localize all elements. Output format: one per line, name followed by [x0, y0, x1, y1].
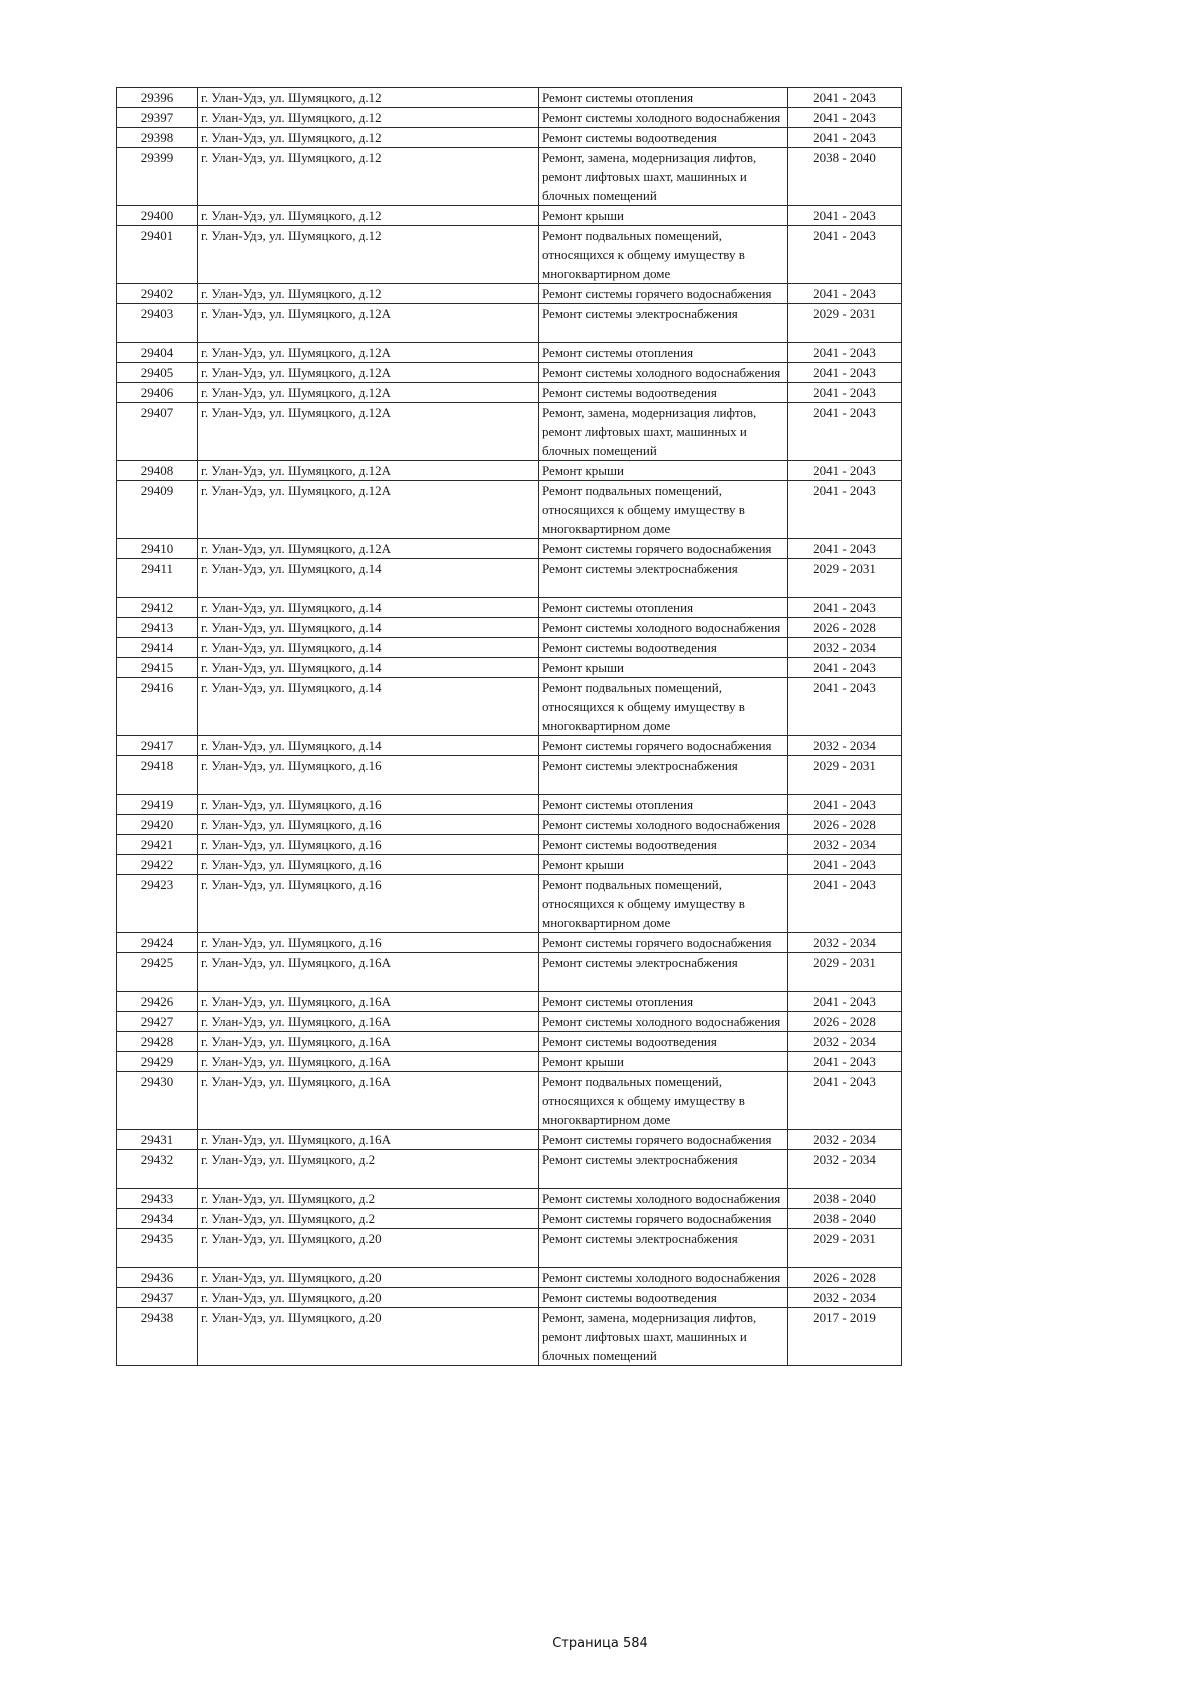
- record-number-cell: 29402: [117, 284, 198, 304]
- record-number-cell: 29417: [117, 736, 198, 756]
- period-cell: 2041 - 2043: [788, 108, 902, 128]
- table-row: [117, 855, 902, 875]
- work-type-cell: Ремонт системы электроснабжения: [539, 1229, 788, 1268]
- period-cell: 2041 - 2043: [788, 481, 902, 539]
- period-cell: 2029 - 2031: [788, 559, 902, 598]
- table-row: [117, 559, 902, 598]
- period-cell: 2032 - 2034: [788, 1130, 902, 1150]
- period-cell: 2041 - 2043: [788, 383, 902, 403]
- work-type-cell: Ремонт подвальных помещений, относящихся к общему имуществу в многоквартирном доме: [539, 678, 788, 736]
- period-cell: 2032 - 2034: [788, 638, 902, 658]
- record-number-cell: 29401: [117, 226, 198, 284]
- work-type-cell: Ремонт системы водоотведения: [539, 1288, 788, 1308]
- address-cell: г. Улан-Удэ, ул. Шумяцкого, д.12А: [198, 383, 539, 403]
- address-cell: г. Улан-Удэ, ул. Шумяцкого, д.14: [198, 598, 539, 618]
- address-cell: г. Улан-Удэ, ул. Шумяцкого, д.16: [198, 855, 539, 875]
- record-number-cell: 29431: [117, 1130, 198, 1150]
- address-cell: г. Улан-Удэ, ул. Шумяцкого, д.16: [198, 875, 539, 933]
- work-type-cell: Ремонт системы отопления: [539, 795, 788, 815]
- period-cell: 2032 - 2034: [788, 1032, 902, 1052]
- address-cell: г. Улан-Удэ, ул. Шумяцкого, д.2: [198, 1150, 539, 1189]
- table-row: [117, 88, 902, 108]
- work-type-cell: Ремонт системы водоотведения: [539, 835, 788, 855]
- record-number-cell: 29428: [117, 1032, 198, 1052]
- table-row: [117, 206, 902, 226]
- address-cell: г. Улан-Удэ, ул. Шумяцкого, д.12: [198, 284, 539, 304]
- address-cell: г. Улан-Удэ, ул. Шумяцкого, д.16: [198, 756, 539, 795]
- period-cell: 2041 - 2043: [788, 363, 902, 383]
- table-row: [117, 795, 902, 815]
- work-type-cell: Ремонт подвальных помещений, относящихся к общему имуществу в многоквартирном доме: [539, 226, 788, 284]
- work-type-cell: Ремонт системы электроснабжения: [539, 953, 788, 992]
- table-row: [117, 756, 902, 795]
- period-cell: 2041 - 2043: [788, 658, 902, 678]
- period-cell: 2032 - 2034: [788, 736, 902, 756]
- address-cell: г. Улан-Удэ, ул. Шумяцкого, д.12А: [198, 481, 539, 539]
- record-number-cell: 29418: [117, 756, 198, 795]
- address-cell: г. Улан-Удэ, ул. Шумяцкого, д.14: [198, 638, 539, 658]
- work-type-cell: Ремонт крыши: [539, 206, 788, 226]
- address-cell: г. Улан-Удэ, ул. Шумяцкого, д.12: [198, 88, 539, 108]
- table-row: [117, 461, 902, 481]
- address-cell: г. Улан-Удэ, ул. Шумяцкого, д.12А: [198, 343, 539, 363]
- address-cell: г. Улан-Удэ, ул. Шумяцкого, д.16: [198, 815, 539, 835]
- table-row: [117, 1288, 902, 1308]
- table-row: [117, 953, 902, 992]
- period-cell: 2041 - 2043: [788, 226, 902, 284]
- work-type-cell: Ремонт системы электроснабжения: [539, 304, 788, 343]
- page-number: Страница 584: [552, 1636, 648, 1651]
- work-type-cell: Ремонт крыши: [539, 1052, 788, 1072]
- period-cell: 2041 - 2043: [788, 678, 902, 736]
- work-type-cell: Ремонт системы горячего водоснабжения: [539, 1130, 788, 1150]
- table-row: [117, 815, 902, 835]
- address-cell: г. Улан-Удэ, ул. Шумяцкого, д.12: [198, 226, 539, 284]
- address-cell: г. Улан-Удэ, ул. Шумяцкого, д.16: [198, 933, 539, 953]
- table-row: [117, 1150, 902, 1189]
- record-number-cell: 29430: [117, 1072, 198, 1130]
- record-number-cell: 29411: [117, 559, 198, 598]
- work-type-cell: Ремонт крыши: [539, 658, 788, 678]
- work-type-cell: Ремонт системы водоотведения: [539, 128, 788, 148]
- table-row: [117, 1072, 902, 1130]
- record-number-cell: 29419: [117, 795, 198, 815]
- table-row: [117, 1032, 902, 1052]
- work-type-cell: Ремонт системы холодного водоснабжения: [539, 618, 788, 638]
- repair-schedule-table: [116, 87, 902, 1366]
- address-cell: г. Улан-Удэ, ул. Шумяцкого, д.12: [198, 108, 539, 128]
- table-row: [117, 1308, 902, 1366]
- period-cell: 2041 - 2043: [788, 461, 902, 481]
- address-cell: г. Улан-Удэ, ул. Шумяцкого, д.20: [198, 1288, 539, 1308]
- work-type-cell: Ремонт крыши: [539, 461, 788, 481]
- work-type-cell: Ремонт системы горячего водоснабжения: [539, 1209, 788, 1229]
- address-cell: г. Улан-Удэ, ул. Шумяцкого, д.16А: [198, 1072, 539, 1130]
- record-number-cell: 29412: [117, 598, 198, 618]
- address-cell: г. Улан-Удэ, ул. Шумяцкого, д.14: [198, 618, 539, 638]
- work-type-cell: Ремонт системы электроснабжения: [539, 1150, 788, 1189]
- period-cell: 2041 - 2043: [788, 206, 902, 226]
- period-cell: 2032 - 2034: [788, 1150, 902, 1189]
- address-cell: г. Улан-Удэ, ул. Шумяцкого, д.14: [198, 658, 539, 678]
- work-type-cell: Ремонт системы холодного водоснабжения: [539, 1189, 788, 1209]
- table-row: [117, 539, 902, 559]
- table-row: [117, 933, 902, 953]
- address-cell: г. Улан-Удэ, ул. Шумяцкого, д.16А: [198, 1130, 539, 1150]
- address-cell: г. Улан-Удэ, ул. Шумяцкого, д.12: [198, 206, 539, 226]
- period-cell: 2041 - 2043: [788, 598, 902, 618]
- table-row: [117, 284, 902, 304]
- table-row: [117, 108, 902, 128]
- record-number-cell: 29424: [117, 933, 198, 953]
- work-type-cell: Ремонт системы горячего водоснабжения: [539, 933, 788, 953]
- record-number-cell: 29416: [117, 678, 198, 736]
- record-number-cell: 29426: [117, 992, 198, 1012]
- address-cell: г. Улан-Удэ, ул. Шумяцкого, д.14: [198, 678, 539, 736]
- table-row: [117, 1012, 902, 1032]
- table-row: [117, 383, 902, 403]
- address-cell: г. Улан-Удэ, ул. Шумяцкого, д.16: [198, 795, 539, 815]
- table-row: [117, 1209, 902, 1229]
- record-number-cell: 29398: [117, 128, 198, 148]
- period-cell: 2041 - 2043: [788, 539, 902, 559]
- work-type-cell: Ремонт, замена, модернизация лифтов, ремонт лифтовых шахт, машинных и блочных помещений: [539, 1308, 788, 1366]
- period-cell: 2026 - 2028: [788, 618, 902, 638]
- period-cell: 2041 - 2043: [788, 343, 902, 363]
- table-row: [117, 1268, 902, 1288]
- address-cell: г. Улан-Удэ, ул. Шумяцкого, д.16А: [198, 1032, 539, 1052]
- record-number-cell: 29434: [117, 1209, 198, 1229]
- work-type-cell: Ремонт системы отопления: [539, 343, 788, 363]
- work-type-cell: Ремонт системы водоотведения: [539, 383, 788, 403]
- table-row: [117, 403, 902, 461]
- record-number-cell: 29399: [117, 148, 198, 206]
- table-row: [117, 618, 902, 638]
- address-cell: г. Улан-Удэ, ул. Шумяцкого, д.20: [198, 1229, 539, 1268]
- address-cell: г. Улан-Удэ, ул. Шумяцкого, д.12: [198, 148, 539, 206]
- record-number-cell: 29435: [117, 1229, 198, 1268]
- address-cell: г. Улан-Удэ, ул. Шумяцкого, д.16А: [198, 992, 539, 1012]
- work-type-cell: Ремонт, замена, модернизация лифтов, ремонт лифтовых шахт, машинных и блочных помещений: [539, 403, 788, 461]
- record-number-cell: 29437: [117, 1288, 198, 1308]
- period-cell: 2041 - 2043: [788, 1052, 902, 1072]
- work-type-cell: Ремонт системы водоотведения: [539, 1032, 788, 1052]
- table-row: [117, 1229, 902, 1268]
- record-number-cell: 29409: [117, 481, 198, 539]
- record-number-cell: 29413: [117, 618, 198, 638]
- period-cell: 2029 - 2031: [788, 1229, 902, 1268]
- record-number-cell: 29427: [117, 1012, 198, 1032]
- table-row: [117, 304, 902, 343]
- table-row: [117, 226, 902, 284]
- period-cell: 2029 - 2031: [788, 756, 902, 795]
- address-cell: г. Улан-Удэ, ул. Шумяцкого, д.2: [198, 1189, 539, 1209]
- address-cell: г. Улан-Удэ, ул. Шумяцкого, д.20: [198, 1308, 539, 1366]
- period-cell: 2041 - 2043: [788, 992, 902, 1012]
- period-cell: 2026 - 2028: [788, 815, 902, 835]
- table-row: [117, 481, 902, 539]
- table-body: [117, 88, 902, 1366]
- work-type-cell: Ремонт системы отопления: [539, 992, 788, 1012]
- address-cell: г. Улан-Удэ, ул. Шумяцкого, д.12А: [198, 304, 539, 343]
- table-row: [117, 128, 902, 148]
- record-number-cell: 29429: [117, 1052, 198, 1072]
- work-type-cell: Ремонт системы электроснабжения: [539, 756, 788, 795]
- work-type-cell: Ремонт системы отопления: [539, 598, 788, 618]
- address-cell: г. Улан-Удэ, ул. Шумяцкого, д.12А: [198, 403, 539, 461]
- work-type-cell: Ремонт крыши: [539, 855, 788, 875]
- table-row: [117, 835, 902, 855]
- table-row: [117, 736, 902, 756]
- record-number-cell: 29403: [117, 304, 198, 343]
- table-row: [117, 598, 902, 618]
- work-type-cell: Ремонт системы холодного водоснабжения: [539, 363, 788, 383]
- record-number-cell: 29406: [117, 383, 198, 403]
- record-number-cell: 29420: [117, 815, 198, 835]
- record-number-cell: 29438: [117, 1308, 198, 1366]
- record-number-cell: 29433: [117, 1189, 198, 1209]
- record-number-cell: 29408: [117, 461, 198, 481]
- record-number-cell: 29396: [117, 88, 198, 108]
- period-cell: 2032 - 2034: [788, 1288, 902, 1308]
- period-cell: 2041 - 2043: [788, 855, 902, 875]
- period-cell: 2041 - 2043: [788, 284, 902, 304]
- record-number-cell: 29404: [117, 343, 198, 363]
- record-number-cell: 29421: [117, 835, 198, 855]
- address-cell: г. Улан-Удэ, ул. Шумяцкого, д.20: [198, 1268, 539, 1288]
- table-row: [117, 678, 902, 736]
- period-cell: 2041 - 2043: [788, 795, 902, 815]
- work-type-cell: Ремонт системы холодного водоснабжения: [539, 1012, 788, 1032]
- table-row: [117, 1052, 902, 1072]
- period-cell: 2026 - 2028: [788, 1012, 902, 1032]
- work-type-cell: Ремонт системы горячего водоснабжения: [539, 736, 788, 756]
- table-row: [117, 875, 902, 933]
- address-cell: г. Улан-Удэ, ул. Шумяцкого, д.16: [198, 835, 539, 855]
- record-number-cell: 29414: [117, 638, 198, 658]
- period-cell: 2026 - 2028: [788, 1268, 902, 1288]
- record-number-cell: 29397: [117, 108, 198, 128]
- record-number-cell: 29400: [117, 206, 198, 226]
- period-cell: 2038 - 2040: [788, 1189, 902, 1209]
- record-number-cell: 29410: [117, 539, 198, 559]
- work-type-cell: Ремонт, замена, модернизация лифтов, ремонт лифтовых шахт, машинных и блочных помещений: [539, 148, 788, 206]
- period-cell: 2041 - 2043: [788, 403, 902, 461]
- record-number-cell: 29436: [117, 1268, 198, 1288]
- table-row: [117, 658, 902, 678]
- table-row: [117, 363, 902, 383]
- record-number-cell: 29425: [117, 953, 198, 992]
- period-cell: 2041 - 2043: [788, 128, 902, 148]
- work-type-cell: Ремонт системы холодного водоснабжения: [539, 108, 788, 128]
- period-cell: 2041 - 2043: [788, 1072, 902, 1130]
- period-cell: 2029 - 2031: [788, 304, 902, 343]
- address-cell: г. Улан-Удэ, ул. Шумяцкого, д.14: [198, 736, 539, 756]
- period-cell: 2032 - 2034: [788, 835, 902, 855]
- address-cell: г. Улан-Удэ, ул. Шумяцкого, д.16А: [198, 1012, 539, 1032]
- work-type-cell: Ремонт системы холодного водоснабжения: [539, 1268, 788, 1288]
- address-cell: г. Улан-Удэ, ул. Шумяцкого, д.14: [198, 559, 539, 598]
- address-cell: г. Улан-Удэ, ул. Шумяцкого, д.2: [198, 1209, 539, 1229]
- record-number-cell: 29432: [117, 1150, 198, 1189]
- table-row: [117, 343, 902, 363]
- work-type-cell: Ремонт подвальных помещений, относящихся к общему имуществу в многоквартирном доме: [539, 481, 788, 539]
- work-type-cell: Ремонт подвальных помещений, относящихся к общему имуществу в многоквартирном доме: [539, 875, 788, 933]
- period-cell: 2038 - 2040: [788, 148, 902, 206]
- address-cell: г. Улан-Удэ, ул. Шумяцкого, д.12А: [198, 363, 539, 383]
- period-cell: 2038 - 2040: [788, 1209, 902, 1229]
- address-cell: г. Улан-Удэ, ул. Шумяцкого, д.12: [198, 128, 539, 148]
- record-number-cell: 29423: [117, 875, 198, 933]
- record-number-cell: 29407: [117, 403, 198, 461]
- period-cell: 2032 - 2034: [788, 933, 902, 953]
- work-type-cell: Ремонт подвальных помещений, относящихся к общему имуществу в многоквартирном доме: [539, 1072, 788, 1130]
- period-cell: 2041 - 2043: [788, 88, 902, 108]
- address-cell: г. Улан-Удэ, ул. Шумяцкого, д.12А: [198, 461, 539, 481]
- record-number-cell: 29405: [117, 363, 198, 383]
- work-type-cell: Ремонт системы холодного водоснабжения: [539, 815, 788, 835]
- address-cell: г. Улан-Удэ, ул. Шумяцкого, д.16А: [198, 1052, 539, 1072]
- table-row: [117, 1130, 902, 1150]
- record-number-cell: 29415: [117, 658, 198, 678]
- period-cell: 2017 - 2019: [788, 1308, 902, 1366]
- address-cell: г. Улан-Удэ, ул. Шумяцкого, д.16А: [198, 953, 539, 992]
- work-type-cell: Ремонт системы электроснабжения: [539, 559, 788, 598]
- work-type-cell: Ремонт системы горячего водоснабжения: [539, 284, 788, 304]
- work-type-cell: Ремонт системы отопления: [539, 88, 788, 108]
- table-row: [117, 992, 902, 1012]
- period-cell: 2029 - 2031: [788, 953, 902, 992]
- work-type-cell: Ремонт системы горячего водоснабжения: [539, 539, 788, 559]
- record-number-cell: 29422: [117, 855, 198, 875]
- period-cell: 2041 - 2043: [788, 875, 902, 933]
- table-row: [117, 638, 902, 658]
- table-row: [117, 148, 902, 206]
- table-row: [117, 1189, 902, 1209]
- work-type-cell: Ремонт системы водоотведения: [539, 638, 788, 658]
- address-cell: г. Улан-Удэ, ул. Шумяцкого, д.12А: [198, 539, 539, 559]
